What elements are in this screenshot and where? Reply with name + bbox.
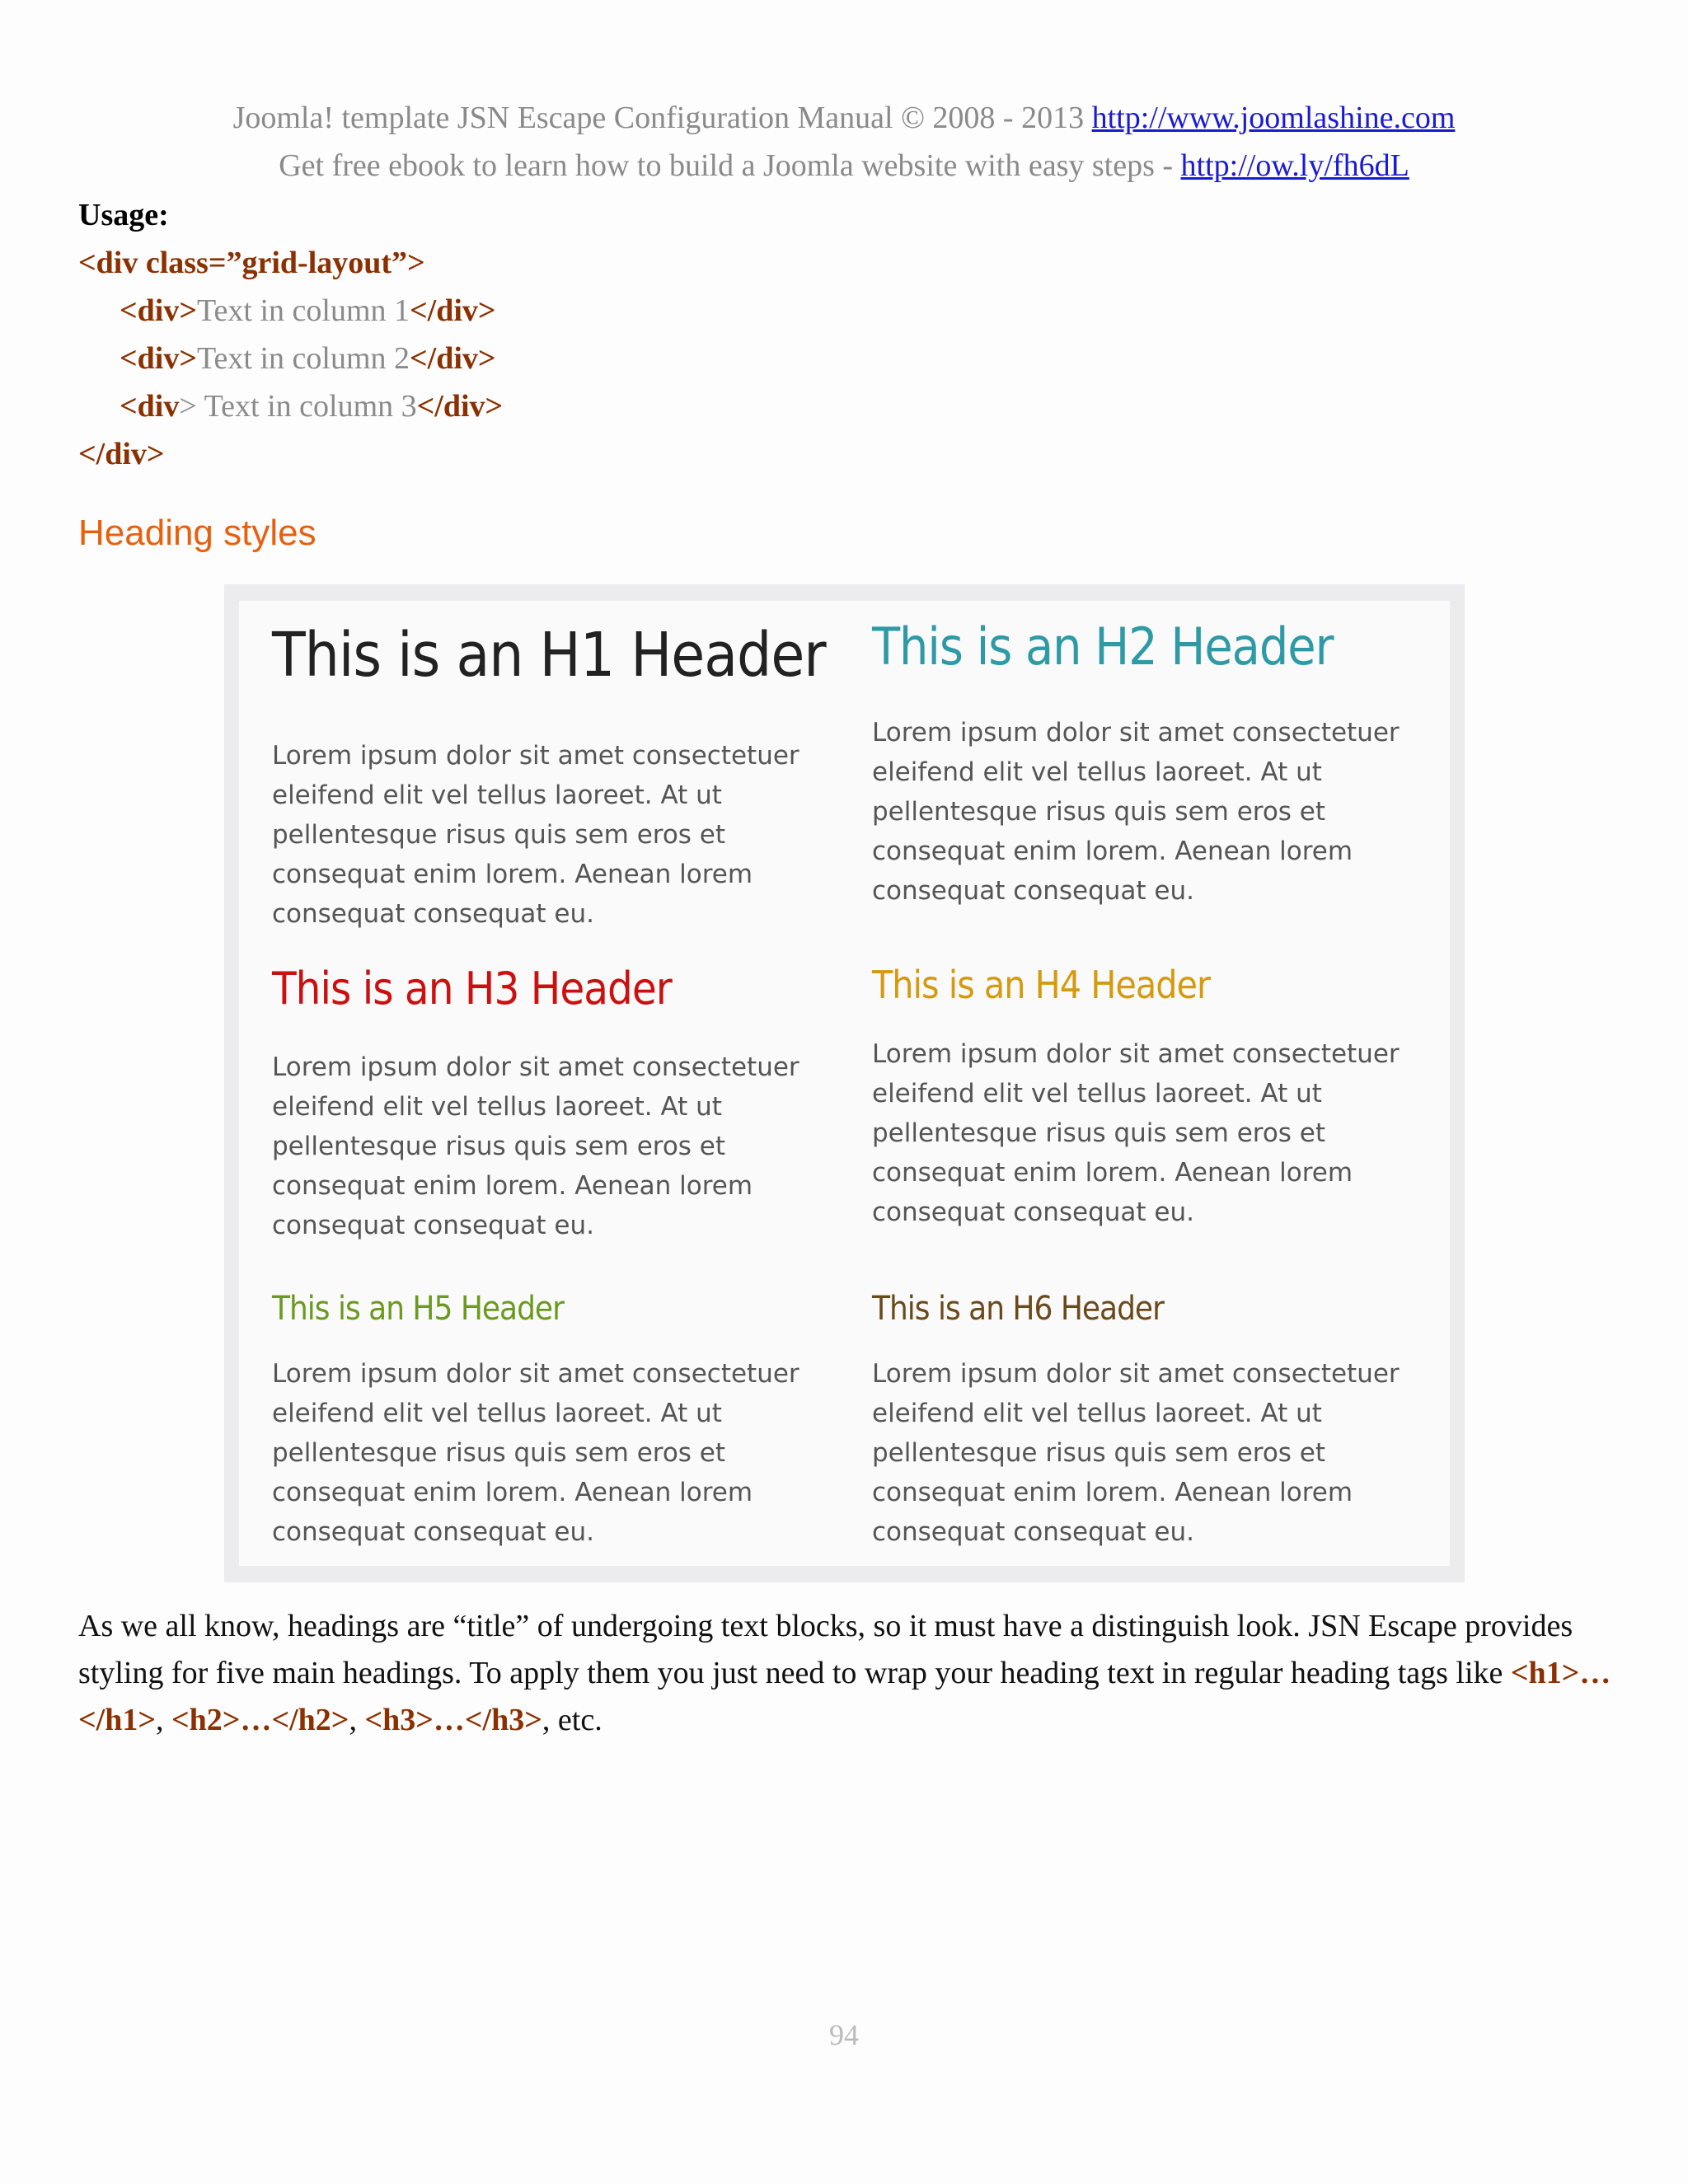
code-row-3-open: <div <box>120 389 180 424</box>
paragraph-sep-1: , <box>156 1703 171 1737</box>
ebook-link[interactable]: http://ow.ly/fh6dL <box>1180 148 1409 183</box>
usage-code-block <box>78 191 503 478</box>
usage-label: Usage: <box>78 198 169 232</box>
section-title: Heading styles <box>78 513 316 553</box>
code-row-1-text: Text in column 1 <box>197 293 410 328</box>
code-close-tag: </div> <box>78 437 165 471</box>
h4-sample <box>872 960 1449 1232</box>
h3-tag-example: <h3>…</h3> <box>364 1703 542 1737</box>
joomlashine-link[interactable]: http://www.joomlashine.com <box>1091 101 1456 135</box>
header-copyright-text: Joomla! template JSN Escape Configuration Manual © 2008 - 2013 <box>232 101 1092 135</box>
h4-sample-text: Lorem ipsum dolor sit amet consectetuer eleifend elit vel tellus laoreet. At ut pellentesque risus quis sem eros et consequat enim lorem. Aenean lorem consequat consequat eu. <box>872 1039 1400 1227</box>
h5-sample-text: Lorem ipsum dolor sit amet consectetuer eleifend elit vel tellus laoreet. At ut pellentesque risus quis sem eros et consequat enim lorem. Aenean lorem consequat consequat eu. <box>272 1359 799 1547</box>
code-row-2-text: Text in column 2 <box>197 341 410 376</box>
h6-sample-title: This is an H6 Header <box>872 1290 1164 1328</box>
page-header-line-2 <box>0 145 1688 186</box>
h2-tag-example: <h2>…</h2> <box>171 1703 349 1737</box>
body-paragraph <box>78 1603 1611 1744</box>
code-row-3-text: Text in column 3 <box>204 389 417 424</box>
h2-sample-title: This is an H2 Header <box>872 616 1334 677</box>
h2-sample <box>872 614 1449 911</box>
code-row-1-open: <div> <box>120 293 197 328</box>
screenshot-canvas <box>239 601 1450 1566</box>
code-row-3 <box>78 382 503 430</box>
paragraph-text-1: As we all know, headings are “title” of undergoing text blocks, so it must have a distinguish look. JSN Escape provides styling for five main headings. To apply them you just need to wrap your heading text in regular heading tags like <box>78 1609 1573 1690</box>
h3-sample-text: Lorem ipsum dolor sit amet consectetuer eleifend elit vel tellus laoreet. At ut pellentesque risus quis sem eros et consequat enim lorem. Aenean lorem consequat consequat eu. <box>272 1052 799 1240</box>
h1-sample-text: Lorem ipsum dolor sit amet consectetuer eleifend elit vel tellus laoreet. At ut pellentesque risus quis sem eros et consequat enim lorem. Aenean lorem consequat consequat eu. <box>272 741 799 929</box>
h2-sample-text: Lorem ipsum dolor sit amet consectetuer eleifend elit vel tellus laoreet. At ut pellentesque risus quis sem eros et consequat enim lorem. Aenean lorem consequat consequat eu. <box>872 718 1400 906</box>
h1-sample-title: This is an H1 Header <box>272 620 826 691</box>
code-row-1-close: </div> <box>410 293 496 328</box>
h3-sample <box>272 960 849 1245</box>
h5-sample <box>272 1288 849 1552</box>
header-ebook-text: Get free ebook to learn how to build a Joomla website with easy steps - <box>279 148 1181 183</box>
h3-sample-title: This is an H3 Header <box>272 963 672 1015</box>
code-row-2 <box>78 335 503 382</box>
h4-sample-title: This is an H4 Header <box>872 963 1210 1007</box>
code-row-3-bracket: > <box>179 389 204 424</box>
h5-sample-title: This is an H5 Header <box>272 1290 564 1328</box>
paragraph-sep-2: , <box>349 1703 365 1737</box>
page-number: 94 <box>829 2018 859 2051</box>
page-header-line-1 <box>0 97 1688 138</box>
h6-sample <box>872 1288 1449 1552</box>
h1-tag-example: <h1>…</h1> <box>78 1656 1611 1737</box>
code-row-2-open: <div> <box>120 341 197 376</box>
h6-sample-text: Lorem ipsum dolor sit amet consectetuer eleifend elit vel tellus laoreet. At ut pellentesque risus quis sem eros et consequat enim lorem. Aenean lorem consequat consequat eu. <box>872 1359 1400 1547</box>
heading-styles-screenshot <box>224 584 1465 1582</box>
code-row-3-close: </div> <box>416 389 504 424</box>
h1-sample <box>272 614 849 934</box>
code-row-2-close: </div> <box>410 341 496 376</box>
paragraph-text-2: , etc. <box>542 1703 603 1737</box>
code-open-tag: <div class=”grid-layout”> <box>78 246 425 280</box>
code-row-1 <box>78 287 503 335</box>
